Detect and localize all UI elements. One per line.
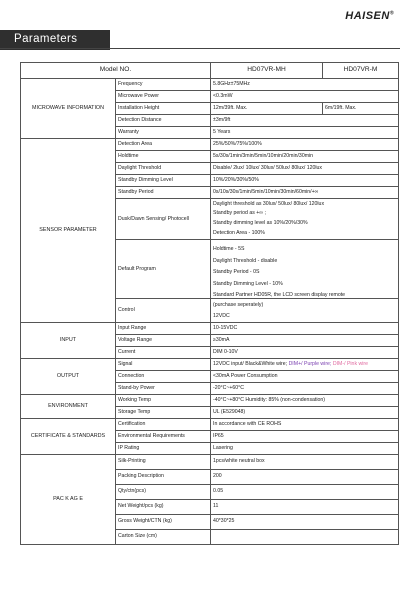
value-line: Daylight Threshold - disable: [213, 257, 278, 264]
row-label: Storage Temp: [116, 406, 211, 418]
row-label: Carton Size (cm): [116, 529, 211, 544]
category-output: OUTPUT: [21, 358, 116, 394]
row-value: 1pcs/white neutral box: [211, 454, 399, 469]
category-environment: ENVIRONMENT: [21, 394, 116, 418]
row-label: Working Temp: [116, 394, 211, 406]
row-value: In accordance with CE ROHS: [211, 418, 399, 430]
value-line: Standby period as +∞ ;: [213, 210, 266, 216]
row-label: Default Program: [116, 240, 211, 299]
table-row: [21, 418, 399, 430]
row-label: Environmental Requirements: [116, 430, 211, 442]
value-line: 12VDC: [213, 312, 230, 319]
row-label: Detection Area: [116, 139, 211, 151]
row-label: Control: [116, 299, 211, 323]
row-label: Gross Weight/CTN (kg): [116, 514, 211, 529]
row-value: 5.8GHz±75MHz: [211, 79, 399, 91]
row-label: Standby Period: [116, 187, 211, 199]
row-value: ≥30mA: [211, 334, 399, 346]
row-value: 0s/10s/30s/1min/5min/10min/30min/60min/+∞: [211, 187, 399, 199]
row-value: 40*30*25: [211, 514, 399, 529]
row-value: 0.05: [211, 484, 399, 499]
row-label: Current: [116, 346, 211, 358]
row-label: Voltage Range: [116, 334, 211, 346]
row-label: Microwave Power: [116, 91, 211, 103]
row-value: 200: [211, 469, 399, 484]
category-input: INPUT: [21, 322, 116, 358]
row-label: Packing Description: [116, 469, 211, 484]
row-value-multiline: [211, 240, 399, 299]
row-label: Input Range: [116, 322, 211, 334]
row-value: Disable/ 2lux/ 10lux/ 30lux/ 50lux/ 80lux/ 120lux: [211, 163, 399, 175]
row-label: Silk-Printing: [116, 454, 211, 469]
row-label: Dusk/Dawn Sensing/ Photocell: [116, 199, 211, 240]
row-value: 10%/20%/30%/50%: [211, 175, 399, 187]
signal-value: [211, 358, 399, 370]
row-value-multiline: [211, 199, 399, 240]
row-value: -40°C~+80°C Humidity: 85% (non-condensation): [211, 394, 399, 406]
row-value: <30mA Power Consumption: [211, 370, 399, 382]
row-label: Daylight Threshold: [116, 163, 211, 175]
row-label: Certification: [116, 418, 211, 430]
row-value: 10-15VDC: [211, 322, 399, 334]
category-package: PAC K AG E: [21, 454, 116, 544]
category-certificate: CERTIFICATE & STANDARDS: [21, 418, 116, 454]
brand-logo-text: HAISEN: [345, 10, 390, 22]
row-label: Signal: [116, 358, 211, 370]
value-line: Detection Area - 100%: [213, 230, 265, 236]
table-row: [21, 322, 399, 334]
row-label: Holdtime: [116, 151, 211, 163]
value-line: Standard Partner HD05R, the LCD screen display remote: [213, 292, 346, 297]
section-header-bar: [0, 30, 110, 50]
row-value: 5 Years: [211, 127, 399, 139]
signal-pink: DIM-/ Pink wire: [332, 360, 368, 367]
row-label: Detection Distance: [116, 115, 211, 127]
category-microwave: MICROWAVE INFORMATION: [21, 79, 116, 139]
value-line: (purchase seperately): [213, 302, 264, 308]
row-value-model-b: 6m/19ft. Max.: [323, 103, 399, 115]
row-label: Net Weight/pcs (kg): [116, 499, 211, 514]
table-row: [21, 454, 399, 469]
table-row: [21, 394, 399, 406]
row-label: Standby Dimming Level: [116, 175, 211, 187]
model-a-header: HD07VR-MH: [211, 63, 323, 79]
value-line: Daylight threshold as 30lux/ 50lux/ 80lux/ 120lux: [213, 201, 325, 207]
value-line: Standby Period - 0S: [213, 269, 260, 275]
table-row: [21, 358, 399, 370]
model-b-header: HD07VR-M: [323, 63, 399, 79]
row-value: <0.3mW: [211, 91, 399, 103]
row-label: Stand-by Power: [116, 382, 211, 394]
value-line: Standby dimming level as 10%/20%/30%: [213, 219, 308, 226]
signal-black-white: 12VDC input/ Black&White wire;: [213, 360, 289, 367]
page-title: Parameters: [14, 33, 78, 45]
row-value: 11: [211, 499, 399, 514]
model-no-header: Model NO.: [21, 63, 211, 79]
value-line: Holdtime - 5S: [213, 246, 245, 252]
brand-logo: [345, 10, 394, 22]
table-row: [21, 139, 399, 151]
row-value: -20°C~+60°C: [211, 382, 399, 394]
category-sensor: SENSOR PARAMETER: [21, 139, 116, 323]
row-label: Warranty: [116, 127, 211, 139]
row-value: [211, 529, 399, 544]
row-value: 12m/39ft. Max.: [211, 103, 323, 115]
value-line: Standby Dimming Level - 10%: [213, 280, 283, 287]
row-label: Qty/ctn(pcs): [116, 484, 211, 499]
header-rule: [0, 48, 400, 49]
table-row: [21, 79, 399, 91]
row-value: ±3m/9ft: [211, 115, 399, 127]
row-value: DIM 0-10V: [211, 346, 399, 358]
row-label: Installation Height: [116, 103, 211, 115]
row-label: Connection: [116, 370, 211, 382]
row-value: 5s/30s/1min/3min/5min/10min/20min/30min: [211, 151, 399, 163]
table-header-row: [21, 63, 399, 79]
row-value: 25%/50%/75%/100%: [211, 139, 399, 151]
signal-purple: DIM+/ Purple wire;: [288, 360, 333, 367]
row-value: IP65: [211, 430, 399, 442]
registered-mark: ®: [389, 10, 394, 17]
row-label: Frequency: [116, 79, 211, 91]
parameters-table: [20, 62, 399, 545]
row-label: IP Rating: [116, 442, 211, 454]
row-value: Lasering: [211, 442, 399, 454]
row-value: UL (E529048): [211, 406, 399, 418]
row-value-multiline: [211, 299, 399, 323]
